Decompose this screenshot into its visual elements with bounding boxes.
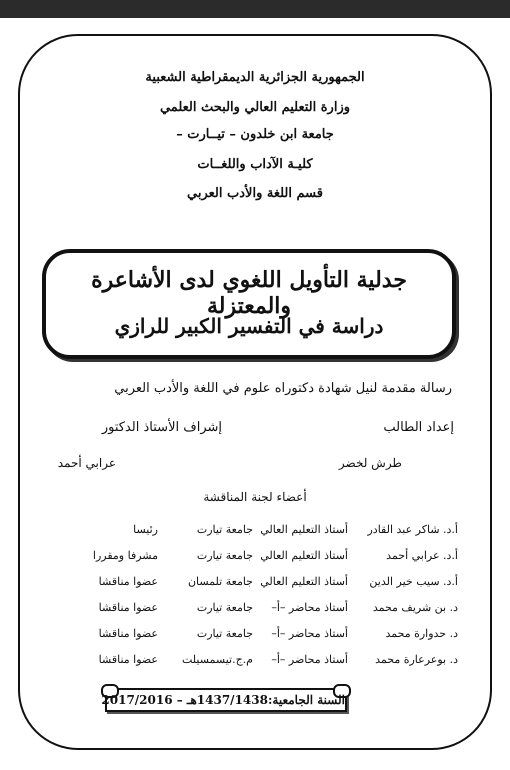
- thesis-title-box: [42, 249, 456, 359]
- member-institution: جامعة تلمسان: [187, 575, 253, 588]
- committee-heading: أعضاء لجنة المناقشة: [203, 490, 307, 504]
- member-name: د. حدوارة محمد: [385, 627, 458, 640]
- member-role: مشرفا ومقررا: [92, 549, 158, 562]
- member-rank: أستاذ التعليم العالي: [260, 549, 348, 562]
- department-name: قسم اللغة والأدب العربي: [187, 186, 323, 201]
- member-rank: أستاذ محاضر –أ–: [271, 601, 348, 614]
- committee-row: [46, 549, 458, 567]
- member-institution: جامعة تيارت: [196, 523, 253, 536]
- member-name: د. بوعرعارة محمد: [375, 653, 458, 666]
- top-bar: [0, 0, 510, 18]
- thesis-title: جدلية التأويل اللغوي لدى الأشاعرة والمعتزلة: [91, 267, 407, 319]
- supervisor-name: عرابي أحمد: [57, 456, 116, 470]
- supervisor-label: إشراف الأستاذ الدكتور: [101, 420, 222, 435]
- student-label: إعداد الطالب: [383, 420, 454, 435]
- member-rank: أستاذ محاضر –أ–: [271, 627, 348, 640]
- committee-row: [46, 575, 458, 593]
- republic-name: الجمهورية الجزائرية الديمقراطية الشعبية: [145, 70, 365, 85]
- thesis-purpose: رسالة مقدمة لنيل شهادة دكتوراه علوم في اللغة والأدب العربي: [114, 381, 452, 396]
- member-rank: أستاذ التعليم العالي: [260, 523, 348, 536]
- member-role: عضوا مناقشا: [98, 601, 158, 614]
- faculty-name: كليـة الآداب واللغــات: [197, 157, 313, 172]
- thesis-subtitle: دراسة في التفسير الكبير للرازي: [114, 314, 384, 338]
- committee-row: [46, 627, 458, 645]
- student-name: طرش لخضر: [338, 456, 402, 470]
- member-role: عضوا مناقشا: [98, 575, 158, 588]
- member-name: أ.د. عرابي أحمد: [386, 549, 458, 562]
- member-role: رئيسا: [133, 523, 158, 536]
- member-name: أ.د. سيب خير الدين: [369, 575, 458, 588]
- member-role: عضوا مناقشا: [98, 653, 158, 666]
- member-rank: أستاذ التعليم العالي: [260, 575, 348, 588]
- member-institution: جامعة تيارت: [196, 627, 253, 640]
- member-rank: أستاذ محاضر –أ–: [271, 653, 348, 666]
- member-name: د. بن شريف محمد: [372, 601, 458, 614]
- academic-year-box: [101, 688, 347, 712]
- academic-year: السنة الجامعية:1437/1438هـ – 2017/2016: [101, 693, 345, 707]
- ministry-name: وزارة التعليم العالي والبحث العلمي: [159, 100, 351, 115]
- member-institution: م.ج.تيسمسيلت: [181, 653, 253, 666]
- committee-row: [46, 523, 458, 541]
- university-name: جامعة ابن خلدون – تيــارت –: [176, 127, 334, 142]
- member-institution: جامعة تيارت: [196, 549, 253, 562]
- member-institution: جامعة تيارت: [196, 601, 253, 614]
- member-name: أ.د. شاكر عبد القادر: [367, 523, 458, 536]
- committee-row: [46, 601, 458, 619]
- committee-row: [46, 653, 458, 671]
- member-role: عضوا مناقشا: [98, 627, 158, 640]
